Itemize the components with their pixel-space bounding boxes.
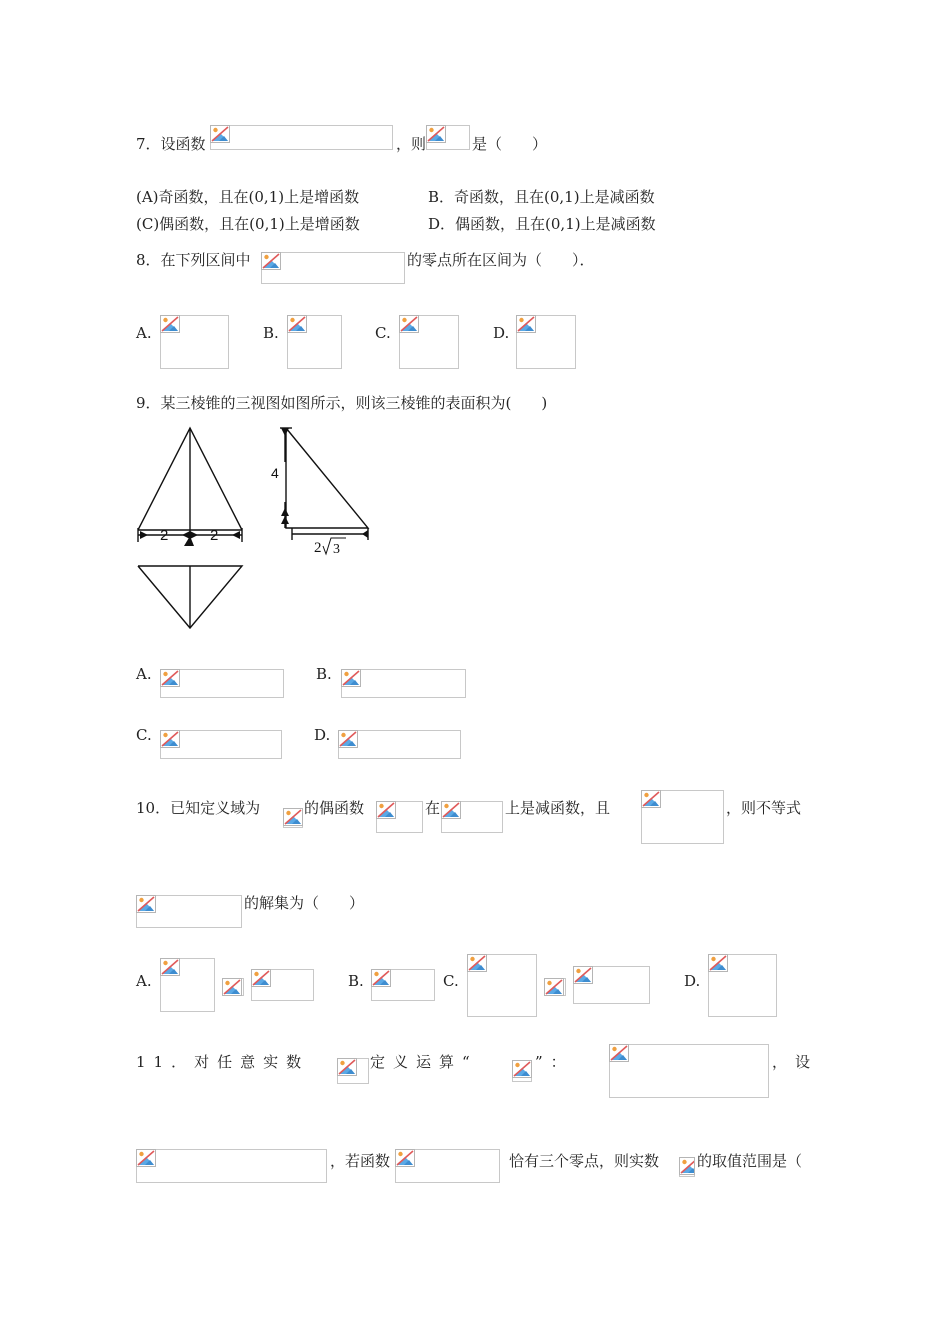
dim-height-label: 4 — [271, 465, 279, 481]
q11-stem-g: 的取值范围是（ — [697, 1152, 803, 1170]
broken-image-icon — [337, 1058, 357, 1076]
q10-stem-f: 的解集为（ ） — [244, 894, 365, 912]
q9-option-c-image — [160, 730, 282, 759]
three-view-figure — [128, 422, 378, 637]
q11-stem-f: 恰有三个零点，则实数 — [509, 1152, 660, 1170]
broken-image-icon — [222, 978, 242, 996]
broken-image-icon — [516, 315, 536, 333]
q10-option-d-image — [708, 954, 777, 1017]
dim-right-label: 2 — [210, 527, 219, 544]
q7-option-c: (C)偶函数，且在(0,1)上是增函数 — [136, 215, 360, 233]
broken-image-icon — [287, 315, 307, 333]
q10-inequality-image — [136, 895, 242, 928]
broken-image-icon — [573, 966, 593, 984]
q8-option-a-image — [160, 315, 229, 369]
q11-variables-image — [337, 1058, 369, 1084]
q7-option-d: D．偶函数，且在(0,1)上是减函数 — [428, 215, 656, 233]
q10-option-b-label: B. — [348, 972, 364, 990]
broken-image-icon — [136, 1149, 156, 1167]
q8-option-c-image — [399, 315, 459, 369]
broken-image-icon — [136, 895, 156, 913]
q10-condition-image — [641, 790, 724, 844]
broken-image-icon — [679, 1157, 695, 1175]
q7-stem-mid: ，则 — [396, 135, 427, 153]
q10-stem-b: 的偶函数 — [304, 799, 365, 817]
broken-image-icon — [160, 730, 180, 748]
q11-function-image — [136, 1149, 327, 1183]
broken-image-icon — [160, 958, 180, 976]
q8-option-d-label: D. — [493, 324, 510, 342]
q11-stem-a: 11．对任意实数 — [136, 1053, 310, 1071]
q7-stem-end: 是（ ） — [472, 135, 548, 153]
q10-option-c-image-3 — [573, 966, 650, 1004]
q10-interval-image — [441, 801, 503, 833]
dim-side-radicand: 3 — [333, 542, 340, 557]
q11-stem-d: ，设 — [772, 1053, 819, 1071]
q10-option-b-image — [371, 969, 435, 1001]
q8-option-c-label: C. — [375, 324, 391, 342]
q10-option-c-image-2 — [544, 978, 566, 996]
q8-function-image — [261, 252, 405, 284]
q9-option-d-label: D. — [314, 726, 331, 744]
q8-option-b-label: B. — [263, 324, 279, 342]
q7-option-b: B．奇函数，且在(0,1)上是减函数 — [428, 188, 655, 206]
broken-image-icon — [210, 125, 230, 143]
broken-image-icon — [160, 315, 180, 333]
broken-image-icon — [426, 125, 446, 143]
q11-stem-e: ，若函数 — [330, 1152, 391, 1170]
q9-stem: 9．某三棱锥的三视图如图所示，则该三棱锥的表面积为( ) — [136, 394, 548, 412]
broken-image-icon — [512, 1060, 532, 1078]
broken-image-icon — [609, 1044, 629, 1062]
broken-image-icon — [341, 669, 361, 687]
q11-definition-image — [609, 1044, 769, 1098]
q10-domain-image — [283, 808, 303, 828]
broken-image-icon — [467, 954, 487, 972]
dim-side-coef: 2 — [314, 540, 322, 556]
q8-option-a-label: A. — [136, 324, 152, 342]
q7-stem-start: 7．设函数 — [136, 135, 206, 153]
broken-image-icon — [708, 954, 728, 972]
q8-option-d-image — [516, 315, 576, 369]
q9-option-a-label: A. — [136, 665, 152, 683]
broken-image-icon — [338, 730, 358, 748]
q9-option-a-image — [160, 669, 284, 698]
q7-function-image — [210, 125, 393, 150]
q10-stem-e: ，则不等式 — [726, 799, 802, 817]
q9-option-d-image — [338, 730, 461, 759]
q10-stem-d: 上是减函数，且 — [505, 799, 611, 817]
q10-option-a-image-1 — [160, 958, 215, 1012]
broken-image-icon — [371, 969, 391, 987]
broken-image-icon — [399, 315, 419, 333]
q9-option-b-label: B. — [316, 665, 332, 683]
q7-option-a: (A)奇函数，且在(0,1)上是增函数 — [136, 188, 360, 206]
q10-stem-a: 10．已知定义域为 — [136, 799, 261, 817]
q8-stem-end: 的零点所在区间为（ ）． — [407, 251, 595, 269]
q11-stem-c: ”： — [535, 1053, 574, 1071]
q10-option-a-label: A. — [136, 972, 152, 990]
q8-stem-start: 8．在下列区间中 — [136, 251, 251, 269]
broken-image-icon — [441, 801, 461, 819]
q7-expression-image — [426, 125, 470, 150]
q9-option-c-label: C. — [136, 726, 152, 744]
q11-parameter-image — [679, 1157, 695, 1177]
broken-image-icon — [160, 669, 180, 687]
q8-option-b-image — [287, 315, 342, 369]
q9-option-b-image — [341, 669, 466, 698]
side-view-outline — [286, 428, 368, 528]
broken-image-icon — [261, 252, 281, 270]
broken-image-icon — [641, 790, 661, 808]
broken-image-icon — [283, 808, 303, 826]
broken-image-icon — [376, 801, 396, 819]
q10-option-d-label: D. — [684, 972, 701, 990]
q10-option-a-image-2 — [222, 978, 244, 996]
broken-image-icon — [251, 969, 271, 987]
q11-stem-b: 定义运算“ — [370, 1053, 478, 1071]
broken-image-icon — [544, 978, 564, 996]
q10-option-a-image-3 — [251, 969, 314, 1001]
q10-function-image — [376, 801, 423, 833]
broken-image-icon — [395, 1149, 415, 1167]
dim-left-label: 2 — [160, 527, 169, 544]
q10-option-c-image-1 — [467, 954, 537, 1017]
q10-option-c-label: C. — [443, 972, 459, 990]
q11-operator-image — [512, 1060, 532, 1082]
q10-stem-c: 在 — [425, 799, 441, 817]
q11-composite-image — [395, 1149, 500, 1183]
